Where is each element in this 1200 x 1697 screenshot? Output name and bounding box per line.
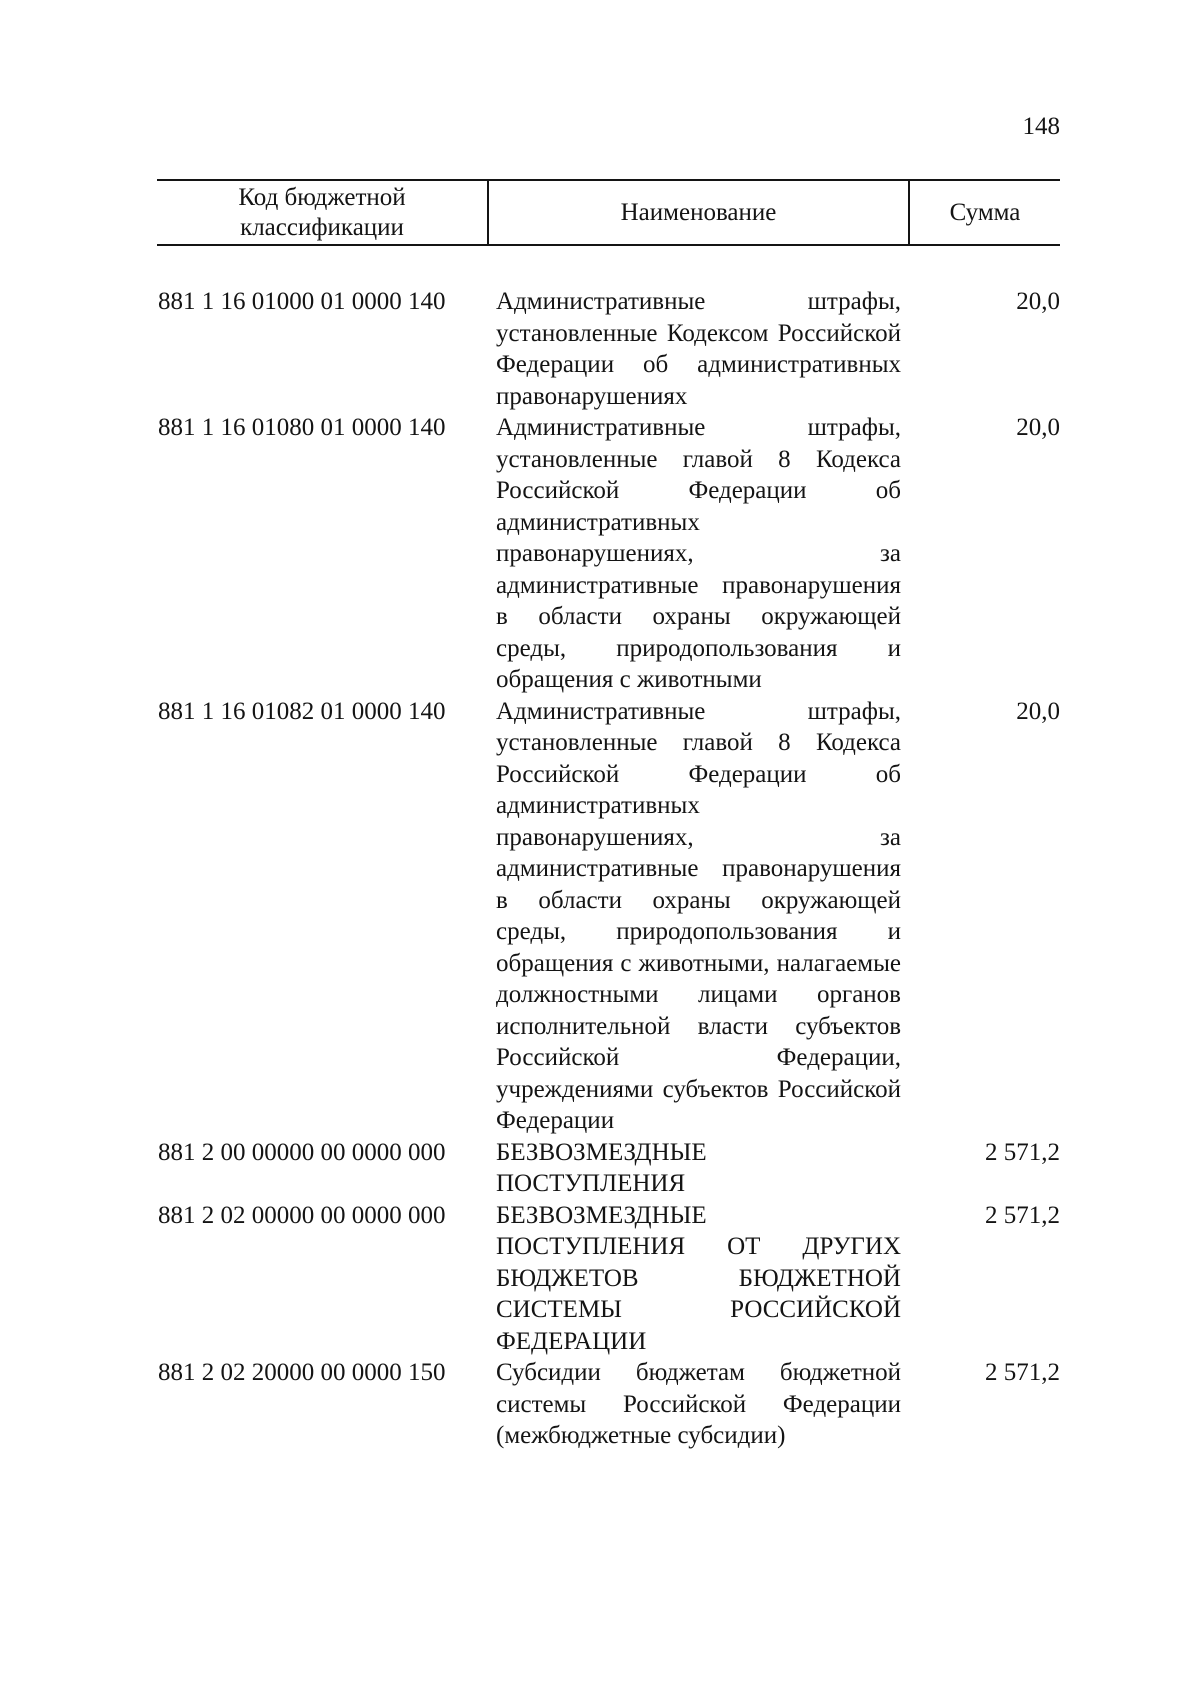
row-sum: 20,0 bbox=[1016, 414, 1060, 441]
budget-classification-table bbox=[157, 179, 1060, 1452]
row-code: 881 1 16 01000 01 0000 140 bbox=[158, 288, 446, 315]
table-row bbox=[157, 696, 1060, 1137]
header-code: Код бюджетной классификации bbox=[157, 180, 488, 245]
table-row bbox=[157, 1357, 1060, 1452]
header-name: Наименование bbox=[488, 180, 909, 245]
row-sum: 2 571,2 bbox=[985, 1138, 1060, 1166]
row-code: 881 2 00 00000 00 0000 000 bbox=[158, 1138, 446, 1166]
table-row bbox=[157, 286, 1060, 412]
row-name: Административные штрафы, установленные главой 8 Кодекса Российской Федерации об административных правонарушениях, за административные правонарушения в области охраны окружающей среды, природопользования и обращения с животными bbox=[496, 414, 901, 693]
row-sum: 20,0 bbox=[1016, 697, 1060, 725]
row-name: БЕЗВОЗМЕЗДНЫЕ ПОСТУПЛЕНИЯ ОТ ДРУГИХ БЮДЖЕТОВ БЮДЖЕТНОЙ СИСТЕМЫ РОССИЙСКОЙ ФЕДЕРАЦИИ bbox=[496, 1201, 901, 1355]
row-sum: 20,0 bbox=[1016, 288, 1060, 315]
row-sum: 2 571,2 bbox=[985, 1359, 1060, 1386]
table-header-row bbox=[157, 180, 1060, 245]
row-code: 881 1 16 01082 01 0000 140 bbox=[158, 697, 446, 725]
table-row bbox=[157, 1200, 1060, 1358]
row-code: 881 1 16 01080 01 0000 140 bbox=[158, 414, 446, 441]
row-name: Административные штрафы, установленные главой 8 Кодекса Российской Федерации об административных правонарушениях, за административные правонарушения в области охраны окружающей среды, природопользования и обращения с животными, налагаемые должностными лицами органов исполнительной власти субъектов Российской Федерации, учреждениями субъектов Российской Федерации bbox=[496, 697, 901, 1134]
row-code: 881 2 02 20000 00 0000 150 bbox=[158, 1359, 446, 1386]
row-code: 881 2 02 00000 00 0000 000 bbox=[158, 1201, 446, 1229]
row-sum: 2 571,2 bbox=[985, 1201, 1060, 1229]
row-name: БЕЗВОЗМЕЗДНЫЕ ПОСТУПЛЕНИЯ bbox=[496, 1138, 707, 1197]
header-spacer bbox=[157, 245, 1060, 286]
table-row bbox=[157, 412, 1060, 696]
row-name: Субсидии бюджетам бюджетной системы Российской Федерации (межбюджетные субсидии) bbox=[496, 1359, 901, 1449]
row-name: Административные штрафы, установленные Кодексом Российской Федерации об административных правонарушениях bbox=[496, 288, 901, 410]
table-row bbox=[157, 1137, 1060, 1200]
header-sum: Сумма bbox=[909, 180, 1060, 245]
page-number: 148 bbox=[1022, 113, 1060, 140]
